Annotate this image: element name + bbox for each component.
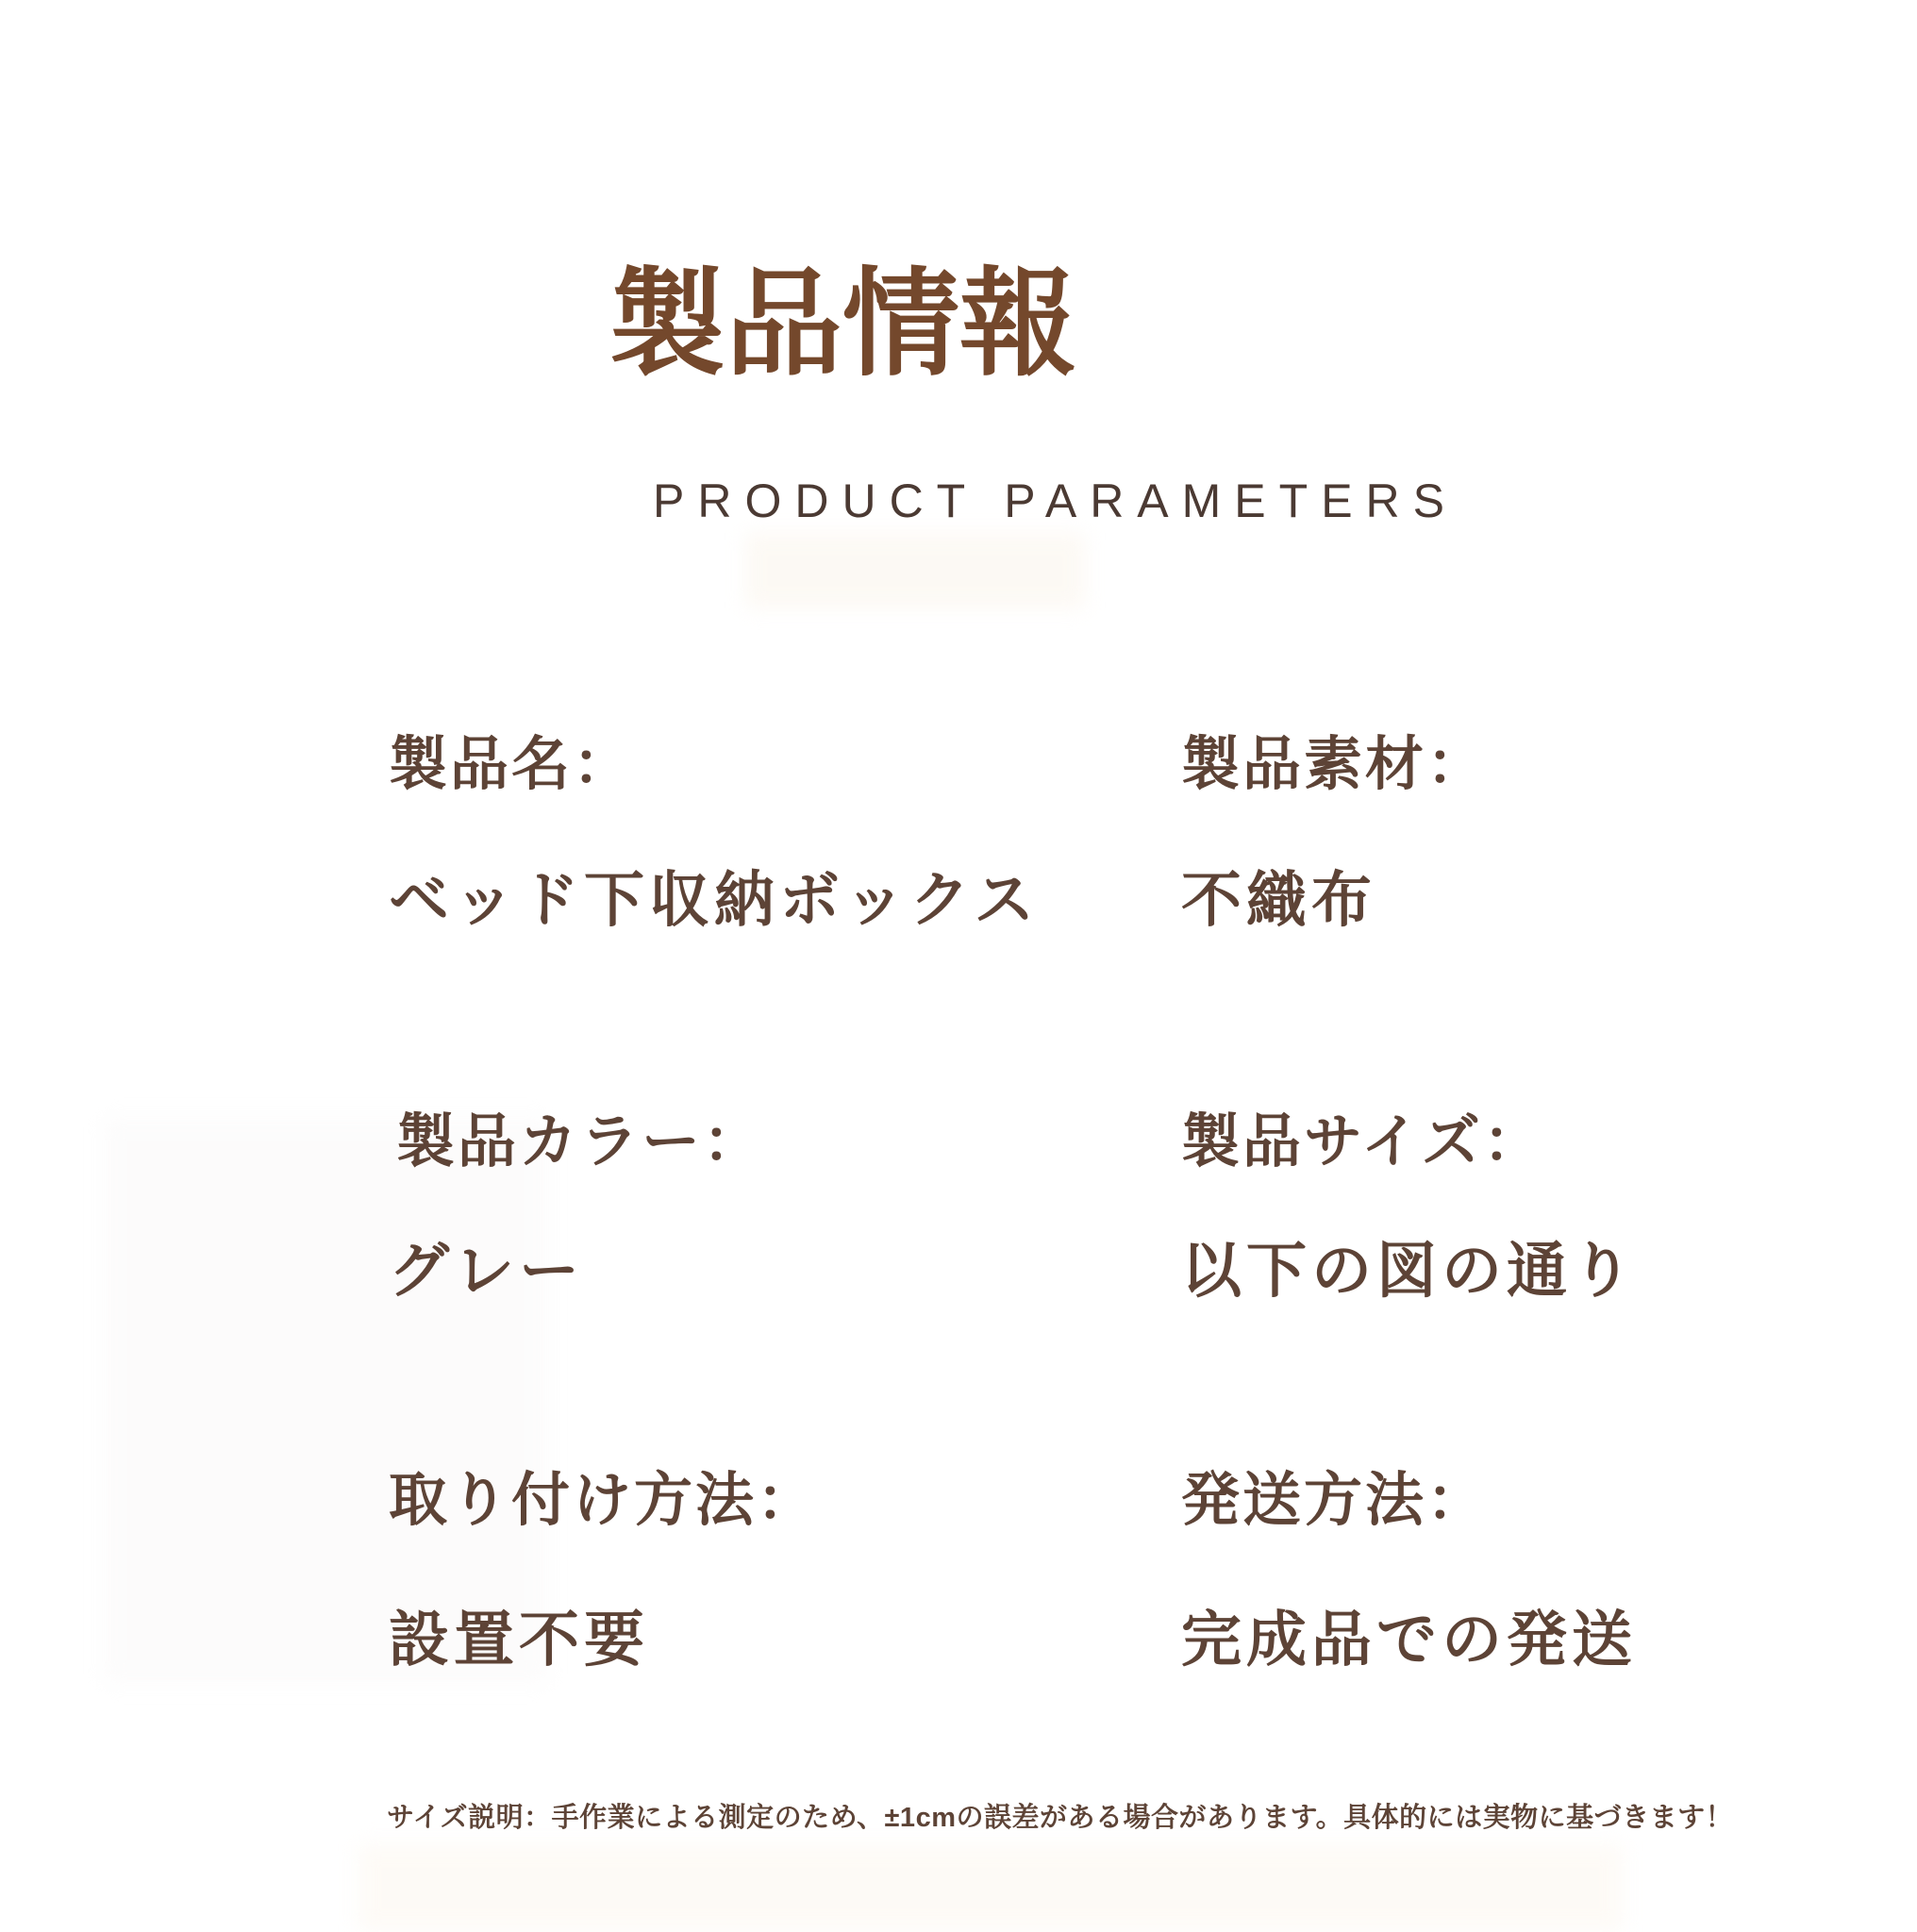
spec-label-product-size: 製品サイズ： — [1181, 1109, 1545, 1174]
spec-label-product-name: 製品名： — [389, 732, 635, 797]
spec-value-product-name: ベッド下収納ボックス — [389, 866, 1040, 934]
spec-value-shipping: 完成品での発送 — [1181, 1606, 1637, 1674]
spec-value-product-material: 不織布 — [1181, 866, 1376, 934]
background-smudge-top — [745, 533, 1085, 608]
spec-label-product-material: 製品素材： — [1181, 732, 1489, 797]
spec-value-product-size: 以下の図の通り — [1181, 1237, 1637, 1305]
background-smudge-left — [104, 1118, 547, 1684]
spec-label-product-color: 製品カラー： — [396, 1109, 765, 1174]
spec-value-installation: 設置不要 — [389, 1606, 649, 1674]
spec-label-shipping: 発送方法： — [1181, 1468, 1489, 1533]
spec-value-product-color: グレー — [389, 1237, 584, 1305]
spec-label-installation: 取り付け方法： — [389, 1468, 819, 1533]
background-smudge-bottom — [358, 1844, 1623, 1932]
page-subtitle: PRODUCT PARAMETERS — [653, 475, 1459, 527]
page-title: 製品情報 — [608, 259, 1077, 390]
size-disclaimer-note: サイズ説明：手作業による測定のため、±1cmの誤差がある場合があります。具体的には実物に基づきます！ — [387, 1803, 1734, 1833]
